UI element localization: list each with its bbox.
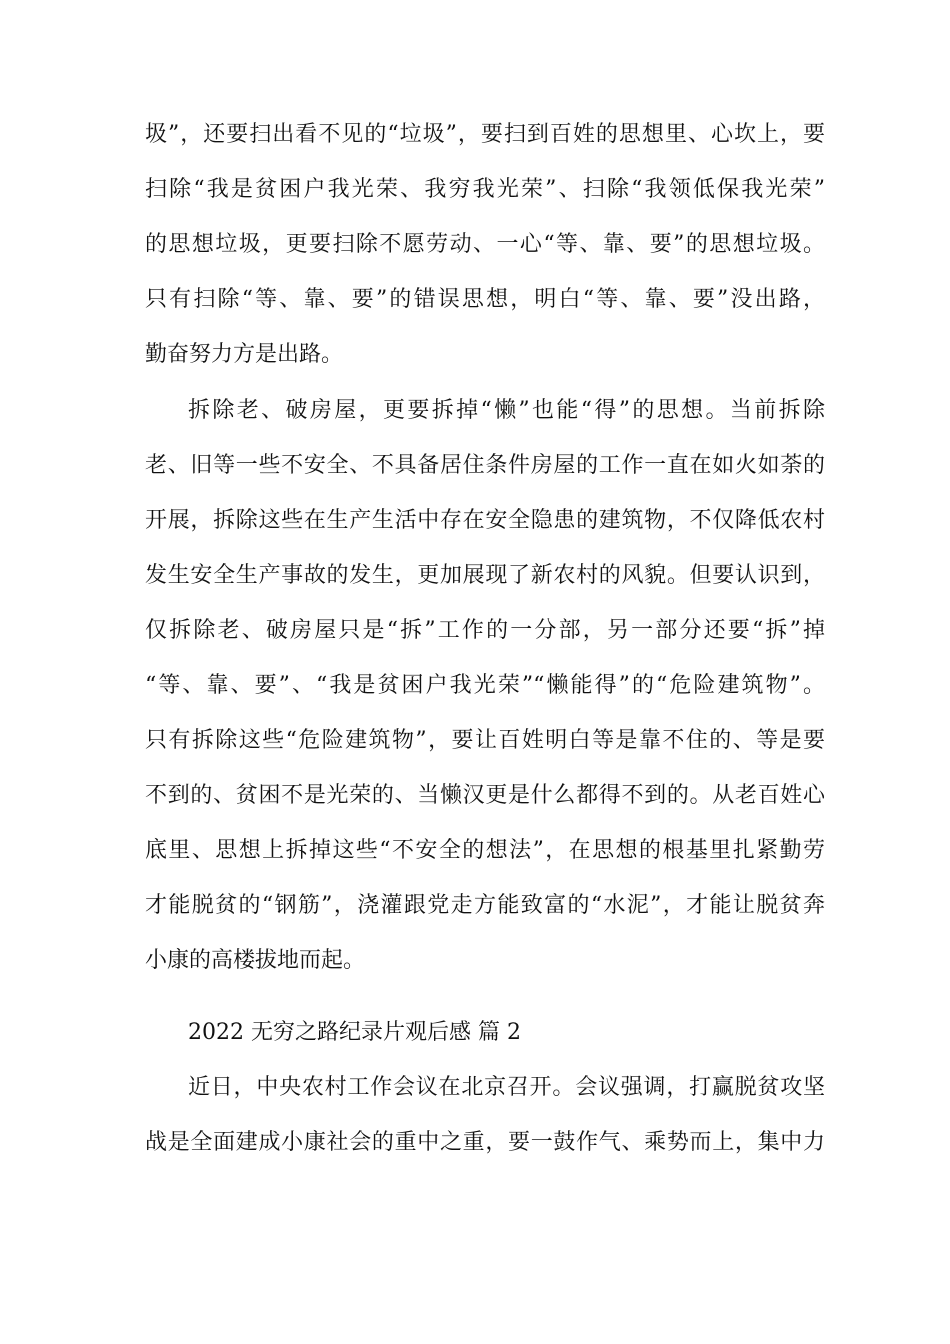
paragraph-1-line-4: 只有扫除“等、靠、要”的错误思想，明白“等、靠、要”没出路， xyxy=(145,287,825,312)
paragraph-2-line-9: 底里、思想上拆掉这些“不安全的想法”，在思想的根基里扎紧勤劳 xyxy=(145,838,825,863)
paragraph-1-line-1: 圾”，还要扫出看不见的“垃圾”，要扫到百姓的思想里、心坎上，要 xyxy=(145,122,825,147)
paragraph-2-line-8: 不到的、贫困不是光荣的、当懒汉更是什么都得不到的。从老百姓心 xyxy=(145,783,825,808)
paragraph-2-line-6: “等、靠、要”、“我是贫困户我光荣”“懒能得”的“危险建筑物”。 xyxy=(145,673,825,698)
paragraph-3-line-2: 战是全面建成小康社会的重中之重，要一鼓作气、乘势而上，集中力 xyxy=(145,1130,825,1155)
paragraph-1-line-5: 勤奋努力方是出路。 xyxy=(145,342,344,367)
paragraph-1-line-2: 扫除“我是贫困户我光荣、我穷我光荣”、扫除“我领低保我光荣” xyxy=(145,177,825,202)
paragraph-2-line-2: 老、旧等一些不安全、不具备居住条件房屋的工作一直在如火如荼的 xyxy=(145,453,825,478)
paragraph-2-line-11: 小康的高楼拔地而起。 xyxy=(145,948,366,973)
paragraph-3-line-1: 近日，中央农村工作会议在北京召开。会议强调，打赢脱贫攻坚 xyxy=(188,1075,825,1100)
paragraph-2-line-4: 发生安全生产事故的发生，更加展现了新农村的风貌。但要认识到， xyxy=(145,563,825,588)
paragraph-2-line-5: 仅拆除老、破房屋只是“拆”工作的一分部，另一部分还要“拆”掉 xyxy=(145,618,825,643)
paragraph-2-line-3: 开展，拆除这些在生产生活中存在安全隐患的建筑物，不仅降低农村 xyxy=(145,508,825,533)
paragraph-2-line-7: 只有拆除这些“危险建筑物”，要让百姓明白等是靠不住的、等是要 xyxy=(145,728,825,753)
paragraph-2-line-10: 才能脱贫的“钢筋”，浇灌跟党走方能致富的“水泥”，才能让脱贫奔 xyxy=(145,893,825,918)
section-heading: 2022 无穷之路纪录片观后感 篇 2 xyxy=(188,1020,521,1045)
paragraph-1-line-3: 的思想垃圾，更要扫除不愿劳动、一心“等、靠、要”的思想垃圾。 xyxy=(145,232,825,257)
paragraph-2-line-1: 拆除老、破房屋，更要拆掉“懒”也能“得”的思想。当前拆除 xyxy=(188,398,825,423)
